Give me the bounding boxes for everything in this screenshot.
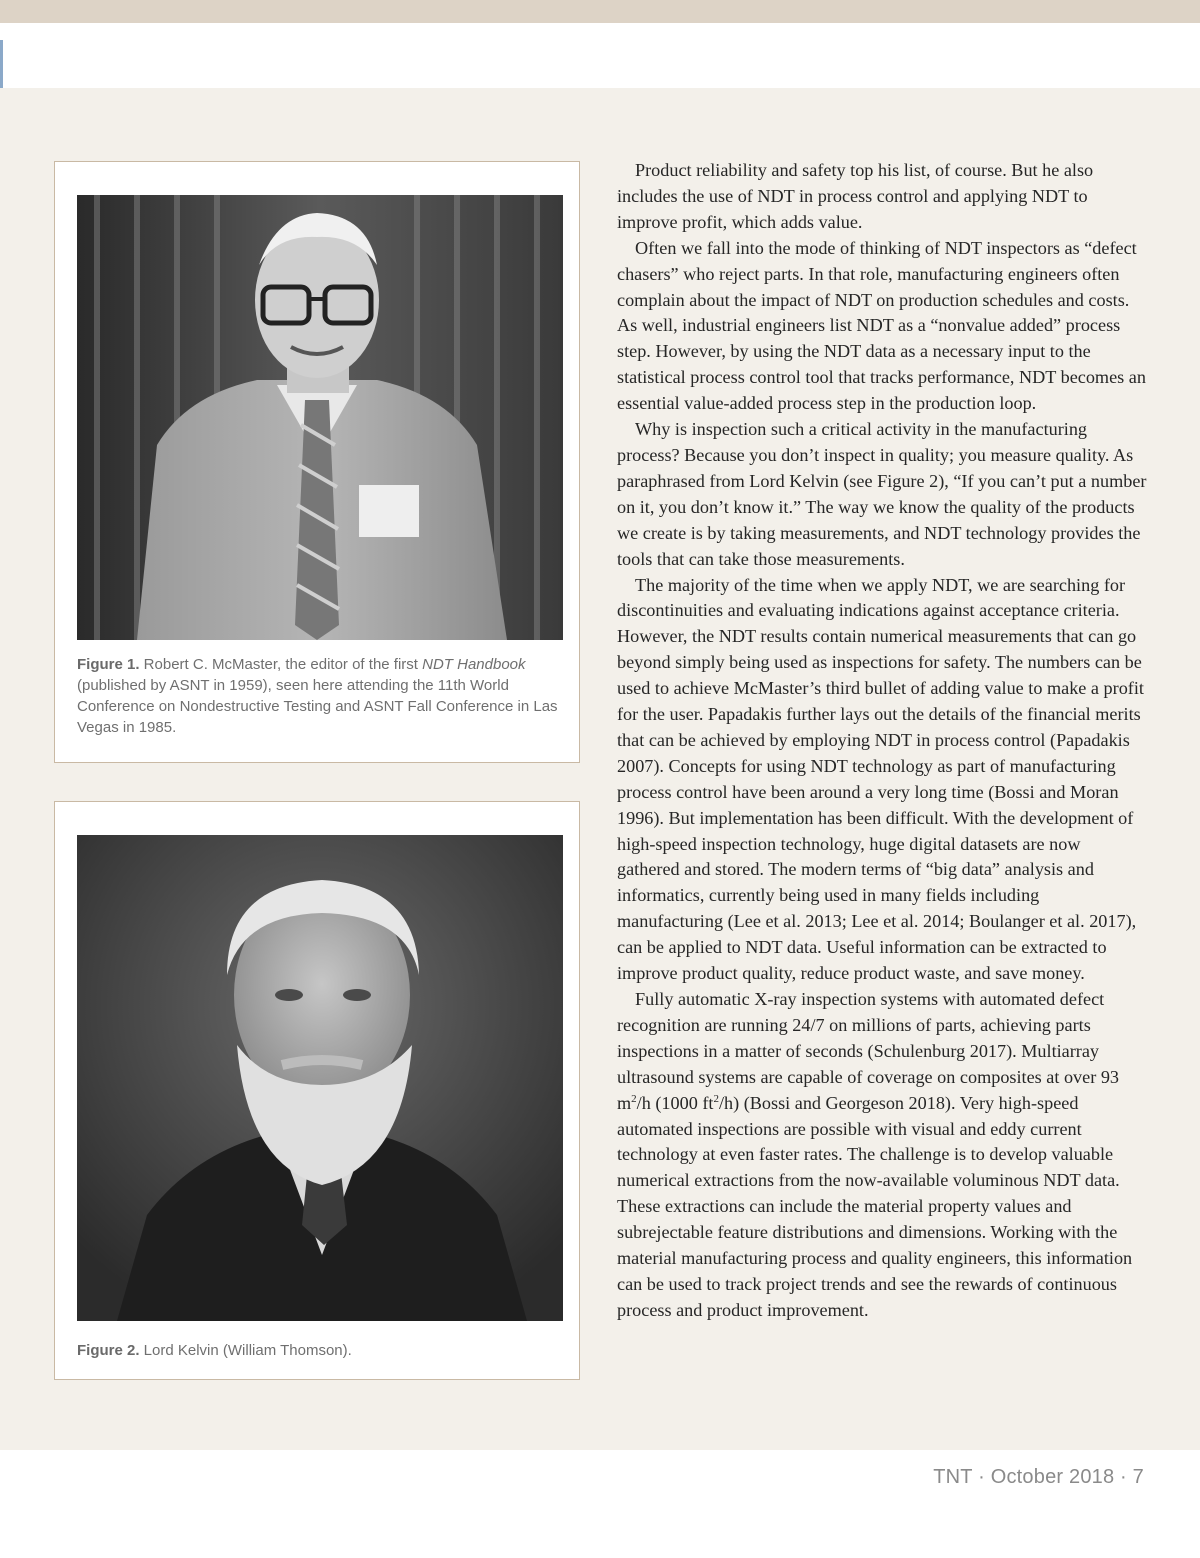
kelvin-portrait-illustration xyxy=(77,835,563,1321)
article-body xyxy=(617,158,1147,1324)
figure-1-caption-text-b: (published by ASNT in 1959), seen here attending the 11th World Conference on Nondestructive Testing and ASNT Fall Conference in Las Vegas in 1985. xyxy=(77,677,558,736)
figure-1-frame xyxy=(54,161,580,763)
figure-1-caption-text-a: Robert C. McMaster, the editor of the first xyxy=(139,656,423,673)
article-paragraph-3: Why is inspection such a critical activity in the manufacturing process? Because you don’t inspect in quality; you measure quality. As paraphrased from Lord Kelvin (see Figure 2), “If you can’t put a number on it, you don’t know it.” The way we know the quality of the products we create is by taking measurements, and NDT technology provides the tools that can take those measurements. xyxy=(617,419,1147,569)
article-paragraph-5 xyxy=(617,987,1147,1324)
figure-1-caption xyxy=(77,654,567,738)
article-paragraph-5-part-a: Fully automatic X-ray inspection systems with automated defect recognition are running 24/7 on millions of parts, achieving parts inspections in a matter of seconds (Schulenburg 2017). Multiarray ultrasound systems are capable of coverage on composites at over 93 m xyxy=(617,989,1120,1113)
figure-2-frame xyxy=(54,801,580,1380)
superscript-squared-2: 2 xyxy=(713,1092,719,1105)
figure-2-label: Figure 2. xyxy=(77,1342,140,1359)
figure-2-caption-text: Lord Kelvin (William Thomson). xyxy=(139,1342,352,1359)
article-paragraph-4: The majority of the time when we apply NDT, we are searching for discontinuities and evaluating indications against acceptance criteria. However, the NDT results contain numerical measurements that can go beyond simply being used as inspections for safety. The numbers can be used to achieve McMaster’s third bullet of adding value to make a profit for the user. Papadakis further lays out the details of the financial merits that can be achieved by employing NDT in process control (Papadakis 2007). Concepts for using NDT technology as part of manufacturing process control have been around a very long time (Bossi and Moran 1996). But implementation has been difficult. With the development of high-speed inspection technology, huge digital datasets are now gathered and stored. The modern terms of “big data” analysis and informatics, currently being used in many fields including manufacturing (Lee et al. 2013; Lee et al. 2014; Boulanger et al. 2017), can be applied to NDT data. Useful information can be extracted to improve product quality, reduce product waste, and save money. xyxy=(617,574,1144,984)
page-footer: TNT · October 2018 · 7 xyxy=(933,1466,1144,1488)
figure-1-caption-italic: NDT Handbook xyxy=(422,656,526,673)
figure-1-photo xyxy=(77,195,563,640)
top-color-band xyxy=(0,0,1200,23)
superscript-squared-1: 2 xyxy=(631,1092,637,1105)
article-paragraph-5-part-c: /h) (Bossi and Georgeson 2018). Very high-speed automated inspections are possible with visual and eddy current technology at even faster rates. The challenge is to develop valuable numerical extractions from the now-available voluminous NDT data. These extractions can include the material property values and subrejectable feature distributions and dimensions. Working with the material manufacturing process and quality engineers, this information can be used to track project trends and see the rewards of continuous process and product improvement. xyxy=(617,1092,1133,1320)
article-paragraph-2: Often we fall into the mode of thinking of NDT inspectors as “defect chasers” who reject parts. In that role, manufacturing engineers often complain about the impact of NDT on production schedules and costs. As well, industrial engineers list NDT as a “nonvalue added” process step. However, by using the NDT data as a necessary input to the statistical process control tool that tracks performance, NDT becomes an essential value-added process step in the production loop. xyxy=(617,237,1146,414)
figure-1-label: Figure 1. xyxy=(77,656,140,673)
figure-2-caption xyxy=(77,1340,567,1361)
article-paragraph-5-part-b: /h (1000 ft xyxy=(636,1092,714,1113)
article-paragraph-1: Product reliability and safety top his list, of course. But he also includes the use of NDT in process control and applying NDT to improve profit, which adds value. xyxy=(617,160,1094,232)
figure-2-photo xyxy=(77,835,563,1321)
mcmaster-photo-illustration xyxy=(77,195,563,640)
